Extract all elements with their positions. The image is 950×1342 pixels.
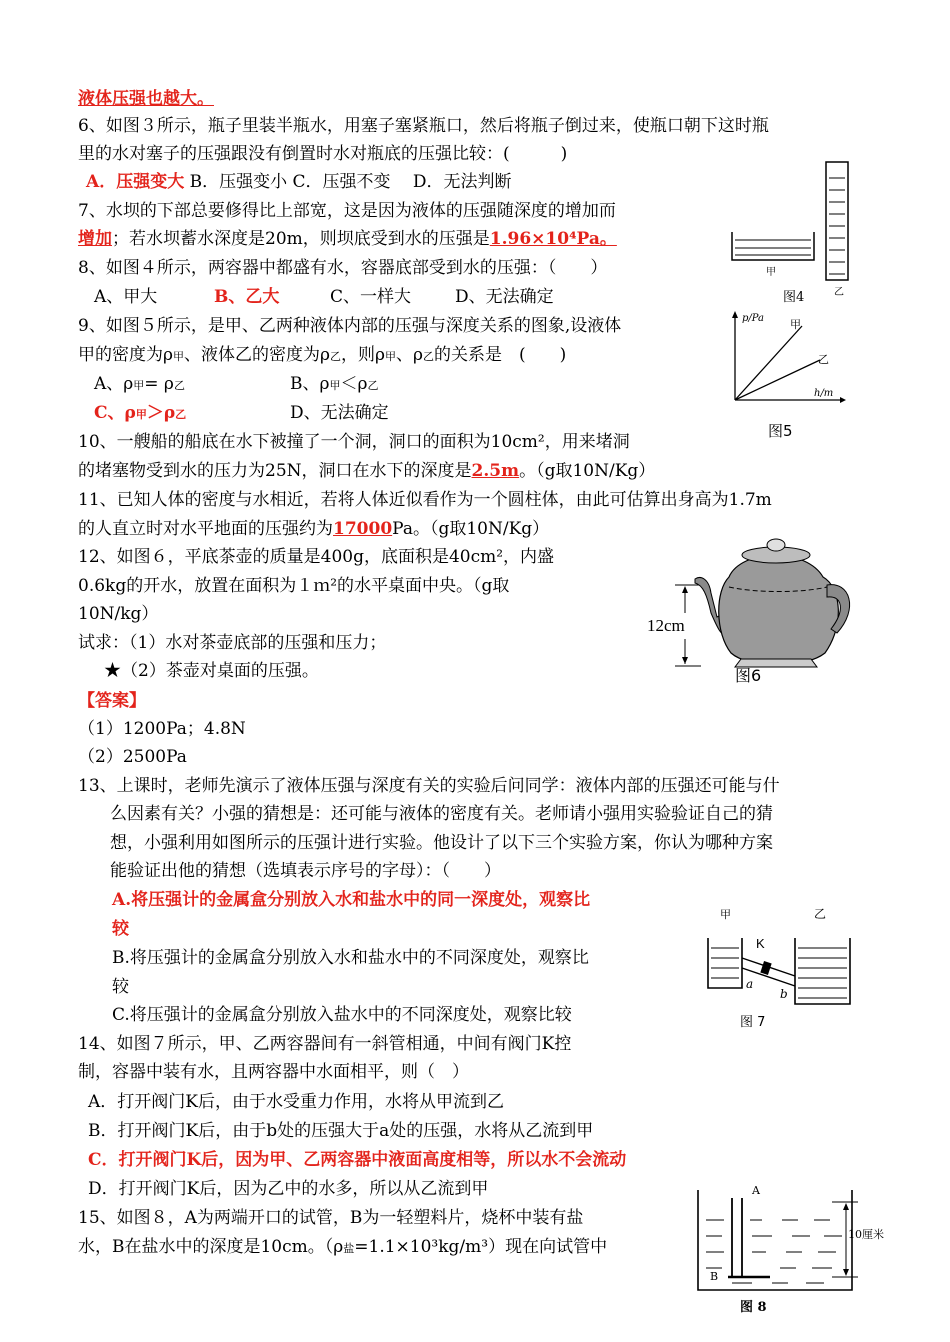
figure-5 (730, 308, 850, 448)
q8-option-a: A、甲大 (94, 287, 158, 307)
q13-option-a-line2: 较 (112, 919, 129, 939)
fig6-height-label: 12cm (647, 616, 685, 635)
q10-answer: 2.5m (471, 461, 520, 481)
q11-l2b: Pa。（g取10N/Kg） (392, 519, 550, 539)
q12-line4: 试求：（1）水对茶壶底部的压强和压力； (78, 633, 387, 653)
fig5-ylabel: p/Pa (742, 313, 765, 324)
q9-a2: 甲 (133, 379, 145, 392)
q9-a1: A、ρ (94, 374, 134, 394)
q7-line1: 7、水坝的下部总要修得比上部宽，这是因为液体的压强随深度的增加而 (78, 201, 616, 221)
q13-line2: 么因素有关？小强的猜想是：还可能与液体的密度有关。老师请小强用实验验证自己的猜 (110, 804, 773, 824)
q13-option-a-line1: A.将压强计的金属盒分别放入水和盐水中的同一深度处，观察比 (112, 890, 591, 910)
q14-line1: 14、如图７所示，甲、乙两容器间有一斜管相通，中间有阀门K控 (78, 1034, 572, 1054)
q9-option-b (290, 373, 379, 397)
q6-line1: 6、如图３所示，瓶子里装半瓶水，用塞子塞紧瓶口，然后将瓶子倒过来，使瓶口朝下这时瓶 (78, 116, 769, 136)
q9-a4: 乙 (173, 379, 185, 392)
q9-l2g: 、ρ (396, 345, 423, 365)
q13-option-b-line2: 较 (112, 977, 129, 997)
q9-l2a: 甲的密度为ρ (78, 345, 173, 365)
q13-option-b-line1: B.将压强计的金属盒分别放入水和盐水中的不同深度处，观察比 (112, 948, 589, 968)
top-answer: 液体压强也越大。 (78, 89, 214, 109)
figure-8 (692, 1180, 887, 1320)
fig7-label-k: K (756, 936, 765, 951)
figure-7 (700, 900, 860, 1035)
q14-option-b: B．打开阀门K后，由于b处的压强大于a处的压强，水将从乙流到甲 (88, 1121, 594, 1141)
q15-l2a: 水，B在盐水中的深度是10cm。（ρ (78, 1237, 344, 1257)
q8-option-b: B、乙大 (214, 287, 280, 307)
q12-line2: 0.6kg的开水，放置在面积为１ｍ²的水平桌面中央。（g取 (78, 576, 510, 596)
q15-line1: 15、如图８，A为两端开口的试管，B为一轻塑料片，烧杯中装有盐 (78, 1208, 584, 1228)
q9-c2: 甲 (135, 408, 147, 421)
q9-option-c (94, 402, 186, 426)
q10-line1: 10、一艘船的船底在水下被撞了一个洞，洞口的面积为10cm²，用来堵洞 (78, 432, 630, 452)
fig5-xlabel: h/m (814, 388, 834, 399)
q13-line3: 想，小强利用如图所示的压强计进行实验。他设计了以下三个实验方案，你认为哪种方案 (110, 833, 773, 853)
q9-line1: 9、如图５所示，是甲、乙两种液体内部的压强与深度关系的图象,设液体 (78, 316, 622, 336)
fig8-label-a: A (752, 1184, 760, 1197)
q9-l2h: 乙 (423, 350, 434, 363)
q9-l2b: 甲 (173, 350, 184, 363)
q7-line2 (78, 228, 617, 250)
q10-l2b: 。（g取10N/Kg） (519, 461, 656, 481)
q9-l2d: 乙 (330, 350, 341, 363)
q9-option-a (94, 373, 185, 397)
q15-l2b: 盐 (343, 1242, 355, 1255)
q7-answer-1: 增加 (78, 229, 112, 249)
q14-line2: 制，容器中装有水，且两容器中水面相平，则（ ） (78, 1062, 469, 1082)
fig5-label-yi: 乙 (818, 353, 829, 366)
q13-line1: 13、上课时，老师先演示了液体压强与深度有关的实验后问同学：液体内部的压强还可能与什 (78, 776, 780, 796)
q9-l2f: 甲 (385, 350, 396, 363)
fig4-label-jia: 甲 (766, 267, 776, 278)
fig7-label-b: b (780, 987, 788, 1001)
q10-line2 (78, 460, 655, 482)
q9-a3: = ρ (144, 374, 174, 394)
fig6-caption: 图6 (735, 666, 762, 685)
q9-l2c: 、液体乙的密度为ρ (184, 345, 330, 365)
fig8-label-b: B (710, 1270, 719, 1283)
q12-line5: ★（2）茶壶对桌面的压强。 (104, 661, 319, 681)
q12-line3: 10N/kg） (78, 604, 159, 624)
figure-4 (728, 160, 863, 305)
q9-l2e: ，则ρ (341, 345, 385, 365)
q9-b4: 乙 (367, 379, 379, 392)
fig7-label-yi: 乙 (814, 907, 827, 921)
fig7-label-a: a (746, 977, 754, 991)
q11-l2a: 的人直立时对水平地面的压强约为 (78, 519, 333, 539)
q9-l2i: 的关系是 ( ) (434, 345, 567, 365)
fig4-caption: 图4 (783, 290, 805, 305)
q13-option-c: C.将压强计的金属盒分别放入盐水中的不同深度处，观察比较 (112, 1005, 572, 1025)
q14-option-c: C．打开阀门K后，因为甲、乙两容器中液面高度相等，所以水不会流动 (88, 1150, 627, 1170)
q15-l2c: =1.1×10³kg/m³）现在向试管中 (354, 1237, 608, 1257)
q12-line1: 12、如图６，平底茶壶的质量是400g，底面积是40cm²，内盛 (78, 547, 555, 567)
fig4-label-yi: 乙 (834, 287, 844, 298)
q6-option-a: A．压强变大 (86, 172, 185, 192)
fig8-caption: 图 8 (740, 1300, 767, 1315)
q10-l2a: 的堵塞物受到水的压力为25N，洞口在水下的深度是 (78, 461, 472, 481)
q12-answer-label: 【答案】 (78, 691, 146, 711)
q14-option-d: D．打开阀门K后，因为乙中的水多，所以从乙流到甲 (88, 1179, 489, 1199)
q9-c1: C、ρ (94, 403, 136, 423)
q12-answer-1: （1）1200Pa；4.8N (78, 719, 246, 739)
q12-answer-2: （2）2500Pa (78, 747, 187, 767)
q9-b1: B、ρ (290, 374, 330, 394)
q11-answer: 17000 (333, 519, 393, 539)
q9-line2 (78, 344, 566, 368)
q9-c4: 乙 (175, 408, 187, 421)
q6-line2: 里的水对塞子的压强跟没有倒置时水对瓶底的压强比较：( ) (78, 144, 568, 164)
fig7-label-jia: 甲 (720, 908, 731, 921)
q11-line2 (78, 518, 549, 540)
q11-line1: 11、已知人体的密度与水相近，若将人体近似看作为一个圆柱体，由此可估算出身高为1.7m (78, 490, 772, 510)
q8-line1: 8、如图４所示，两容器中都盛有水，容器底部受到水的压强：（ ） (78, 258, 608, 278)
q6-options-rest: B．压强变小 C．压强不变 D．无法判断 (189, 172, 512, 192)
fig5-caption: 图5 (768, 422, 793, 440)
q9-option-d: D、无法确定 (290, 403, 389, 423)
q15-line2 (78, 1236, 607, 1260)
q8-option-d: D、无法确定 (455, 287, 554, 307)
figure-6 (645, 535, 875, 685)
q8-option-c: C、一样大 (330, 287, 412, 307)
q7-mid: ；若水坝蓄水深度是20m，则坝底受到水的压强是 (112, 229, 490, 249)
fig5-label-jia: 甲 (790, 318, 801, 331)
q14-option-a: A．打开阀门K后，由于水受重力作用，水将从甲流到乙 (88, 1092, 504, 1112)
q9-b2: 甲 (329, 379, 341, 392)
q9-b3: ＜ρ (340, 374, 368, 394)
q13-line4: 能验证出他的猜想（选填表示序号的字母）：（ ） (110, 861, 501, 881)
q9-c3: ＞ρ (146, 403, 176, 423)
q7-answer-2: 1.96×10⁴Pa。 (489, 229, 617, 249)
q6-options (86, 171, 512, 193)
fig8-depth-label: 10厘米 (848, 1228, 884, 1241)
fig7-caption: 图 7 (740, 1015, 766, 1030)
